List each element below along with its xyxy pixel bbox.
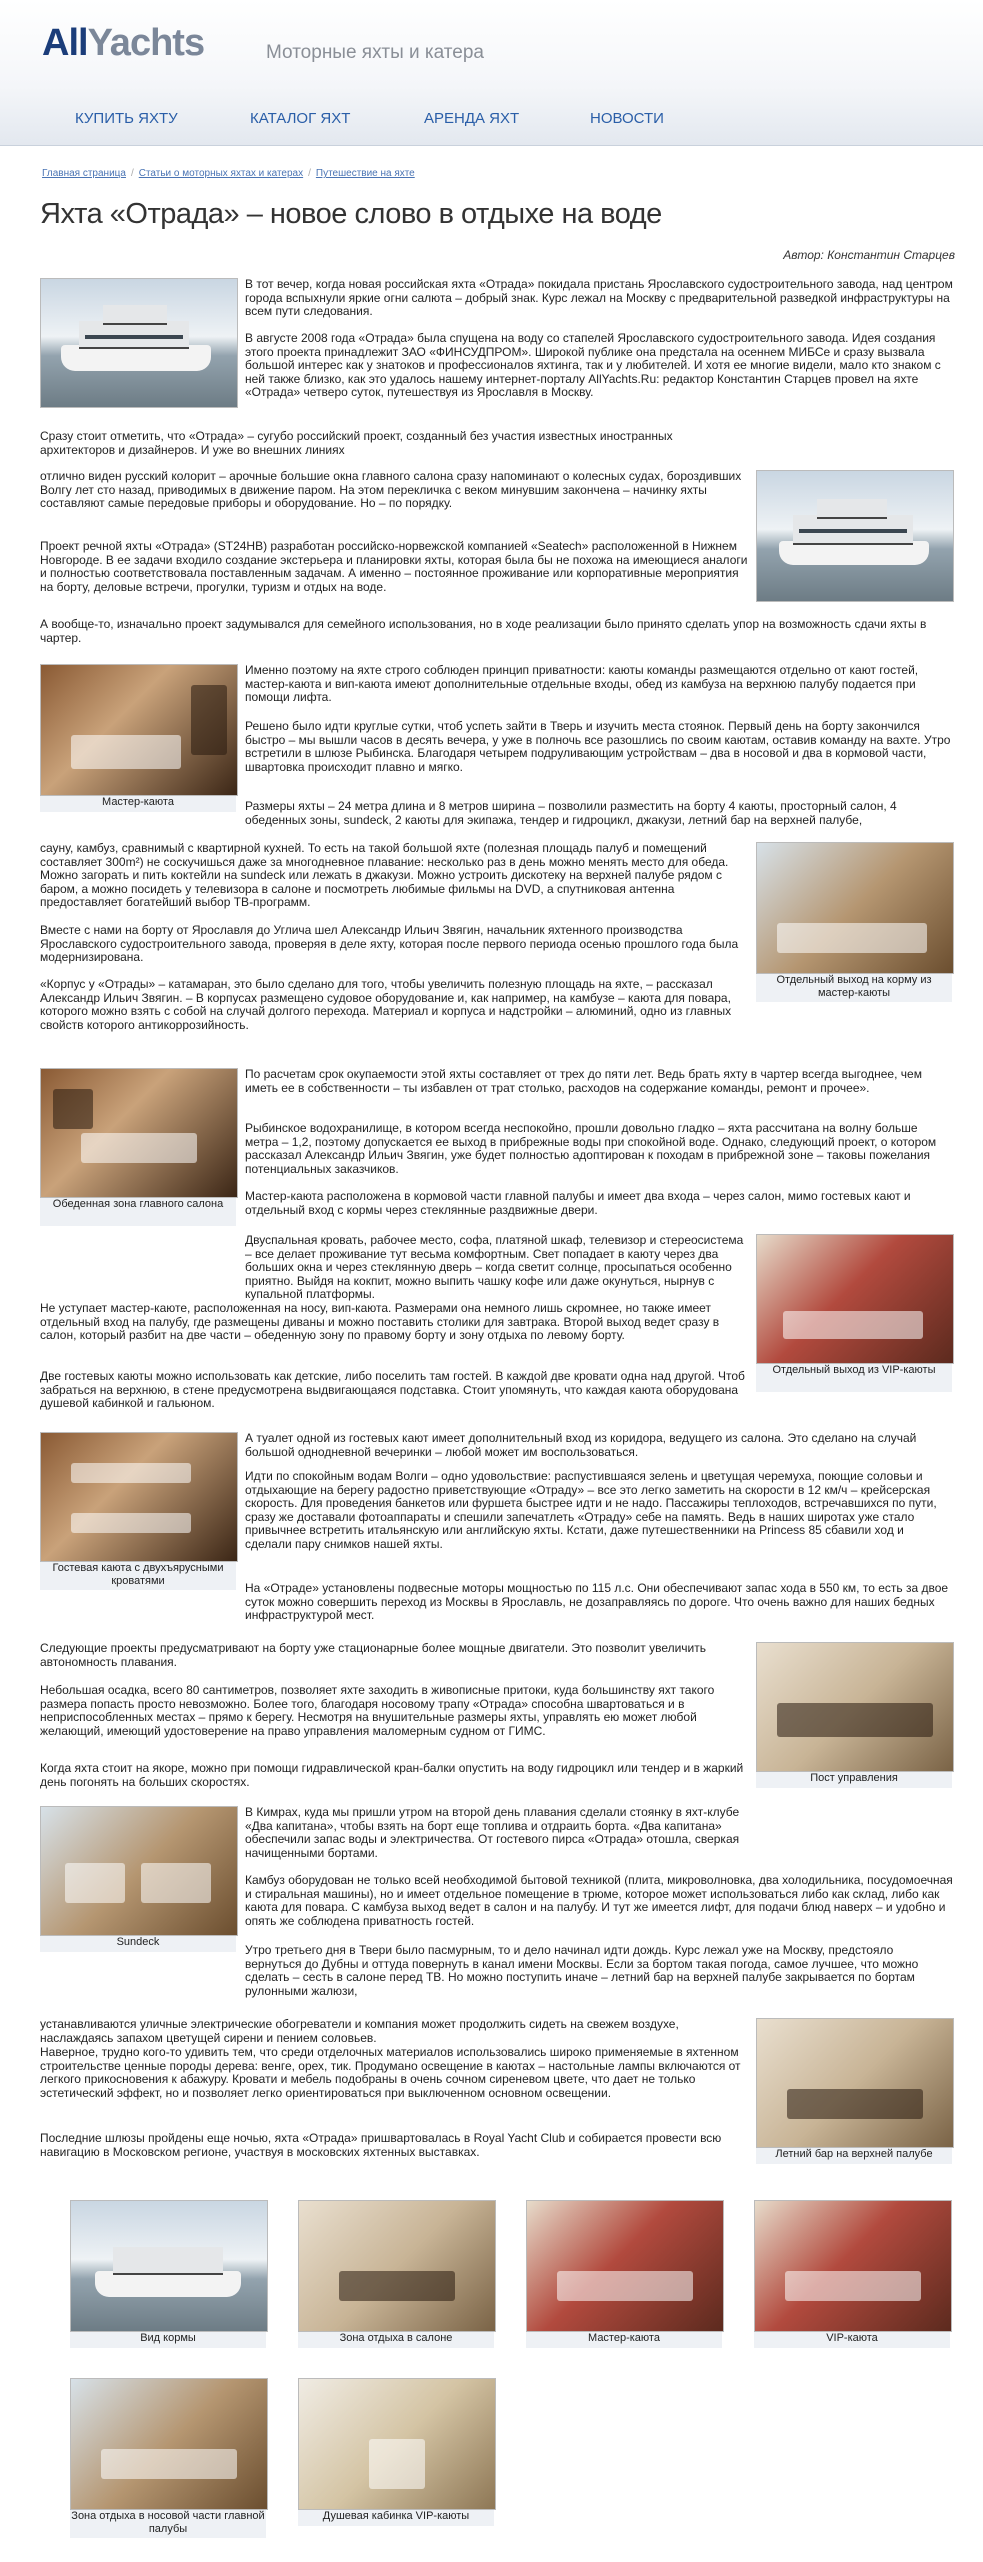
paragraph: Мастер-каюта расположена в кормовой части главной палубы и имеет два входа – через салон, мимо гостевых кают и отдельный вход с кормы через стеклянные раздвижные двери. <box>245 1189 911 1217</box>
paragraph: Две гостевых каюты можно использовать как детские, либо поселить там гостей. В каждой две кровати одна над другой. Чтоб забраться на верхнюю, в стене предусмотрена выдвигающаяся подставка. Стоит упомянуть, что каждая каюта оборудована душевой кабинкой и гальюном. <box>40 1369 745 1411</box>
nav-yacht-rental[interactable]: АРЕНДА ЯХТ <box>424 110 520 127</box>
yacht-exterior-photo[interactable] <box>40 278 238 408</box>
sundeck-photo[interactable] <box>40 1806 238 1936</box>
gallery-caption: VIP-каюта <box>754 2332 950 2348</box>
breadcrumb-home[interactable]: Главная страница <box>42 168 126 179</box>
gallery-caption: Мастер-каюта <box>526 2332 722 2348</box>
paragraph: Вместе с нами на борту от Ярославля до Углича шел Александр Ильич Звягин, начальник яхтенного производства Ярославского судостроительного завода, проверяя в деле яхту, которая после первого периода осенью прошлого года была модернизирована. <box>40 923 739 965</box>
article-author: Автор: Константин Старцев <box>783 248 955 262</box>
master-cabin-photo[interactable] <box>40 664 238 796</box>
dining-zone-photo[interactable] <box>40 1068 238 1198</box>
paragraph: По расчетам срок окупаемости этой яхты составляет от трех до пяти лет. Ведь брать яхту в чартер всегда выгоднее, чем иметь ее в собственности – ты избавлен от трат столько, расходов на содержание команды, ремонт и прочее». <box>245 1067 922 1095</box>
vip-exit-photo[interactable] <box>756 1234 954 1364</box>
paragraph: Когда яхта стоит на якоре, можно при помощи гидравлической кран-балки опустить на воду гидроцикл или тендер и в жаркий день погонять на больших скоростях. <box>40 1761 744 1789</box>
gallery-caption: Душевая кабинка VIP-каюты <box>298 2510 494 2526</box>
page-title: Яхта «Отрада» – новое слово в отдыхе на воде <box>40 198 662 230</box>
paragraph: На «Отраде» установлены подвесные моторы мощностью по 115 л.с. Они обеспечивают запас хода в 550 км, то есть за двое суток можно совершить переход из Москвы в Ярославль, не дозаправляясь по дороге. Что очень важно для наших бедных инфраструктурой мест. <box>245 1581 949 1623</box>
photo-caption: Обеденная зона главного салона <box>40 1198 236 1226</box>
breadcrumb-articles[interactable]: Статьи о моторных яхтах и катерах <box>138 168 304 179</box>
gallery-stern-view[interactable] <box>70 2200 268 2332</box>
paragraph: Размеры яхты – 24 метра длина и 8 метров ширина – позволили разместить на борту 4 каюты, просторный салон, 4 обеденных зоны, sundeck, 2 каюты для экипажа, тендер и гидроцикл, джакузи, летний бар на верхней палубе, <box>245 799 897 827</box>
main-nav <box>0 110 983 138</box>
paragraph: Двуспальная кровать, рабочее место, софа, платяной шкаф, телевизор и стереосистема – все делает проживание тут весьма комфортным. Свет попадает в каюту через два больших окна и через стеклянную дверь – когда светит солнце, просыпаться особенно приятно. Выйдя на кокпит, можно выпить чашку кофе или даже окунуться, нырнув с купальной платформы. <box>245 1233 744 1302</box>
paragraph: В тот вечер, когда новая российская яхта «Отрада» покидала пристань Ярославского судостроительного завода, над центром города вспыхнули яркие огни салюта – добрый знак. Курс лежал на Москву с предварительной разведкой инфраструктуры на всем пути следования. <box>245 277 953 319</box>
master-exit-photo[interactable] <box>756 842 954 974</box>
breadcrumb-travel[interactable]: Путешествие на яхте <box>315 168 415 179</box>
paragraph: Рыбинское водохранилище, в котором всегда неспокойно, прошли довольно гладко – яхта рассчитана на волну больше метра – 1,2, поэтому допускается ее выход в прибрежные воды при спокойной воде. Однако, следующий проект, о котором рассказал Александр Ильич Звягин, уже будет полностью адоптирован к походам в прибрежной зоне – таковы пожелания потенциальных заказчиков. <box>245 1121 937 1176</box>
site-logo[interactable]: AllYachts <box>42 22 205 64</box>
summer-bar-photo[interactable] <box>756 2018 954 2148</box>
paragraph: Сразу стоит отметить, что «Отрада» – сугубо российский проект, созданный без участия известных иностранных архитекторов и дизайнеров. И уже во внешних линиях <box>40 429 673 457</box>
site-slogan: Моторные яхты и катера <box>266 42 484 63</box>
paragraph: «Корпус у «Отрады» – катамаран, это было сделано для того, чтобы увеличить полезную площадь на яхте, – рассказал Александр Ильич Звягин. – В корпусах размещено судовое оборудование и, как например, на камбузе – каюта для повара, которого можно взять с собой на случай долгого перехода. Материал и корпуса и надстройки – алюминий, одно из главных свойств которого антикоррозийность. <box>40 977 732 1032</box>
photo-caption: Гостевая каюта с двухъярусными кроватями <box>40 1562 236 1590</box>
gallery-caption: Зона отдыха в носовой части главной палубы <box>70 2510 266 2538</box>
photo-caption: Отдельный выход на корму из мастер-каюты <box>756 974 952 1002</box>
gallery-salon-lounge[interactable] <box>298 2200 496 2332</box>
gallery-vip-cabin[interactable] <box>754 2200 952 2332</box>
site-header <box>0 0 983 146</box>
photo-caption: Летний бар на верхней палубе <box>756 2148 952 2164</box>
guest-cabin-photo[interactable] <box>40 1432 238 1562</box>
gallery-bow-lounge[interactable] <box>70 2378 268 2510</box>
paragraph: Именно поэтому на яхте строго соблюден принцип приватности: каюты команды размещаются отдельно от кают гостей, мастер-каюта и вип-каюта имеют дополнительные отдельные входы, обед из камбуза на верхнюю палубу подается при помощи лифта. <box>245 663 919 705</box>
paragraph: Наверное, трудно кого-то удивить тем, что среди отделочных материалов использовались широко применяемые в яхтенном строительстве ценные породы дерева: венге, орех, тик. Продумано освещение в каютах – настольные лампы включаются от легкого прикосновения к абажуру. Кровати и мебель подобраны в очень сочном сиреневом цвете, что дает не только эстетический эффект, но и позволяет легко ориентироваться при выключенном основном освещении. <box>40 2045 741 2100</box>
photo-caption: Отдельный выход из VIP-каюты <box>756 1364 952 1392</box>
photo-caption: Sundeck <box>40 1936 236 1952</box>
photo-caption: Мастер-каюта <box>40 796 236 812</box>
paragraph: отлично виден русский колорит – арочные большие окна главного салона сразу напоминают о колесных судах, бороздивших Волгу лет сто назад, приводимых в движение паром. На этом перекличка с веком минувшим закончена – начинку яхты составляют самые передовые приборы и оборудование. Но – по порядку. <box>40 469 742 511</box>
paragraph: А туалет одной из гостевых кают имеет дополнительный вход из коридора, ведущего из салона. Это сделано на случай большой однодневной вечеринки – любой может им воспользоваться. <box>245 1431 917 1459</box>
paragraph: устанавливаются уличные электрические обогреватели и компания может продолжить сидеть на свежем воздухе, наслаждаясь запахом цветущей сирени и пением соловьев. <box>40 2017 679 2045</box>
helm-photo[interactable] <box>756 1642 954 1772</box>
nav-buy-yacht[interactable]: КУПИТЬ ЯХТУ <box>75 110 178 127</box>
paragraph: Решено было идти круглые сутки, чтоб успеть зайти в Тверь и изучить места стоянок. Первый день на борту закончился быстро – мы вышли часов в десять вечера, у уже в полночь все разошлись по своим каютам, оставив команду на вахте. Утро встретили в шлюзе Рыбинска. Благодаря четырем подруливающим устройствам – два в носовой и два в кормовой части, швартовка происходит плавно и мягко. <box>245 719 951 774</box>
gallery-master-cabin[interactable] <box>526 2200 724 2332</box>
gallery-vip-shower[interactable] <box>298 2378 496 2510</box>
paragraph: Последние шлюзы пройдены еще ночью, яхта «Отрада» пришвартовалась в Royal Yacht Club и собирается провести всю навигацию в Московском регионе, участвуя в московских яхтенных выставках. <box>40 2131 722 2159</box>
yacht-river-photo[interactable] <box>756 470 954 602</box>
paragraph: Не уступает мастер-каюте, расположенная на носу, вип-каюта. Размерами она немного лишь скромнее, но также имеет отдельный вход на палубу, где размещены диваны и можно поставить столики для завтрака. Второй выход ведет сразу в салон, который разбит на две части – обеденную зону по правому борту и зону отдыха по левому борту. <box>40 1301 720 1343</box>
paragraph: Небольшая осадка, всего 80 сантиметров, позволяет яхте заходить в живописные притоки, куда большинству яхт такого размера попасть просто невозможно. Более того, благодаря носовому трапу «Отрада» способна швартоваться и в неприспособленных местах – прямо к берегу. Несмотря на внушительные размеры яхты, управлять ею может любой желающий, имеющий удостоверение на право управления маломерным судном от ГИМС. <box>40 1683 715 1738</box>
gallery-caption: Зона отдыха в салоне <box>298 2332 494 2348</box>
paragraph: Следующие проекты предусматривают на борту уже стационарные более мощные двигатели. Это позволит увеличить автономность плавания. <box>40 1641 707 1669</box>
paragraph: А вообще-то, изначально проект задумывался для семейного использования, но в ходе реализации было принято сделать упор на возможность сдачи яхты в чартер. <box>40 617 927 645</box>
nav-yacht-catalog[interactable]: КАТАЛОГ ЯХТ <box>250 110 351 127</box>
paragraph: В августе 2008 года «Отрада» была спущена на воду со стапелей Ярославского судостроительного завода. Идея создания этого проекта принадлежит ЗАО «ФИНСУДПРОМ». Широкой публике она предстала на осеннем МИБСе и сразу вызвала большой интерес как у знатоков и профессионалов яхтинга, так и у любителей. И хотя ее многие видели, мало кто знаком с ней также близко, как это удалось нашему интернет-порталу AllYachts.Ru: редактор Константин Старцев провел на яхте «Отрада» четверо суток, путешествуя из Ярославля в Москву. <box>245 331 941 400</box>
photo-caption: Пост управления <box>756 1772 952 1788</box>
gallery-caption: Вид кормы <box>70 2332 266 2348</box>
paragraph: Идти по спокойным водам Волги – одно удовольствие: распустившаяся зелень и цветущая черемуха, поющие соловьи и отдыхающие на берегу радостно приветствующие «Отраду» – все это легко заметить на скорости в 12 км/ч – крейсерская скорость. Для проведения банкетов или фуршета быстрее идти и не надо. Пассажиры теплоходов, встречавшихся по пути, сразу же доставали фотоаппараты и спешили запечатлеть «Отраду» себе на память. Ведь в наших широтах уже стало привычнее встретить итальянскую или английскую яхты. Кстати, даже путешественники на Princess 85 сбавили ход и сделали пару снимков нашей яхты. <box>245 1469 937 1551</box>
breadcrumb: Главная страница / Статьи о моторных яхтах и катерах / Путешествие на яхте <box>42 168 415 179</box>
paragraph: сауну, камбуз, сравнимый с квартирной кухней. То есть на такой большой яхте (полезная площадь палуб и помещений составляет 300m²) не соскучишься даже за многодневное плавание: несколько раз в день можно менять место для обеда. Можно загорать и пить коктейли на sundeck или лежать в джакузи. Можно устроить дискотеку на верхней палубе рядом с баром, а можно посидеть у телевизора в салоне и посмотреть любимые фильмы на DVD, а спутниковая антенна предоставляет богатейший выбор ТВ-программ. <box>40 841 729 910</box>
paragraph: Камбуз оборудован не только всей необходимой бытовой техникой (плита, микроволновка, два холодильника, посудомоечная и стиральная машины), но и имеет отдельное помещение в трюме, которое может использоваться либо как склад, либо как каюта для повара. С камбуза выход ведет в салон и на палубу. И тут же имеется лифт, для подачи блюд наверх – и удобно и опять же соблюдена приватность гостей. <box>245 1873 953 1928</box>
paragraph: Утро третьего дня в Твери было пасмурным, то и дело начинал идти дождь. Курс лежал уже на Москву, предстояло вернуться до Дубны и оттуда повернуть в канал имени Москвы. Если за бортом такая погода, самое лучшее, что можно сделать – сесть в салоне перед ТВ. Но можно поступить иначе – летний бар на верхней палубе закрывается по бортам рулонными жалюзи, <box>245 1943 919 1998</box>
nav-news[interactable]: НОВОСТИ <box>590 110 664 127</box>
paragraph: В Кимрах, куда мы пришли утром на второй день плавания сделали стоянку в яхт-клубе «Два капитана», чтобы взять на борт еще топлива и отдраить борта. «Два капитана» обеспечили запас воды и электричества. От гостевого пирса «Отрада» отошла, сверкая начищенными бортами. <box>245 1805 740 1860</box>
paragraph: Проект речной яхты «Отрада» (ST24HB) разработан российско-норвежской компанией «Seatech» расположенной в Нижнем Новгороде. В ее задачи входило создание экстерьера и планировки яхты, которая была бы не похожа на имеющиеся аналоги и полностью соответствовала поставленным задачам. А именно – постоянное проживание или корпоративные мероприятия на борту, деловые встречи, прогулки, туризм и отдых на воде. <box>40 539 748 594</box>
